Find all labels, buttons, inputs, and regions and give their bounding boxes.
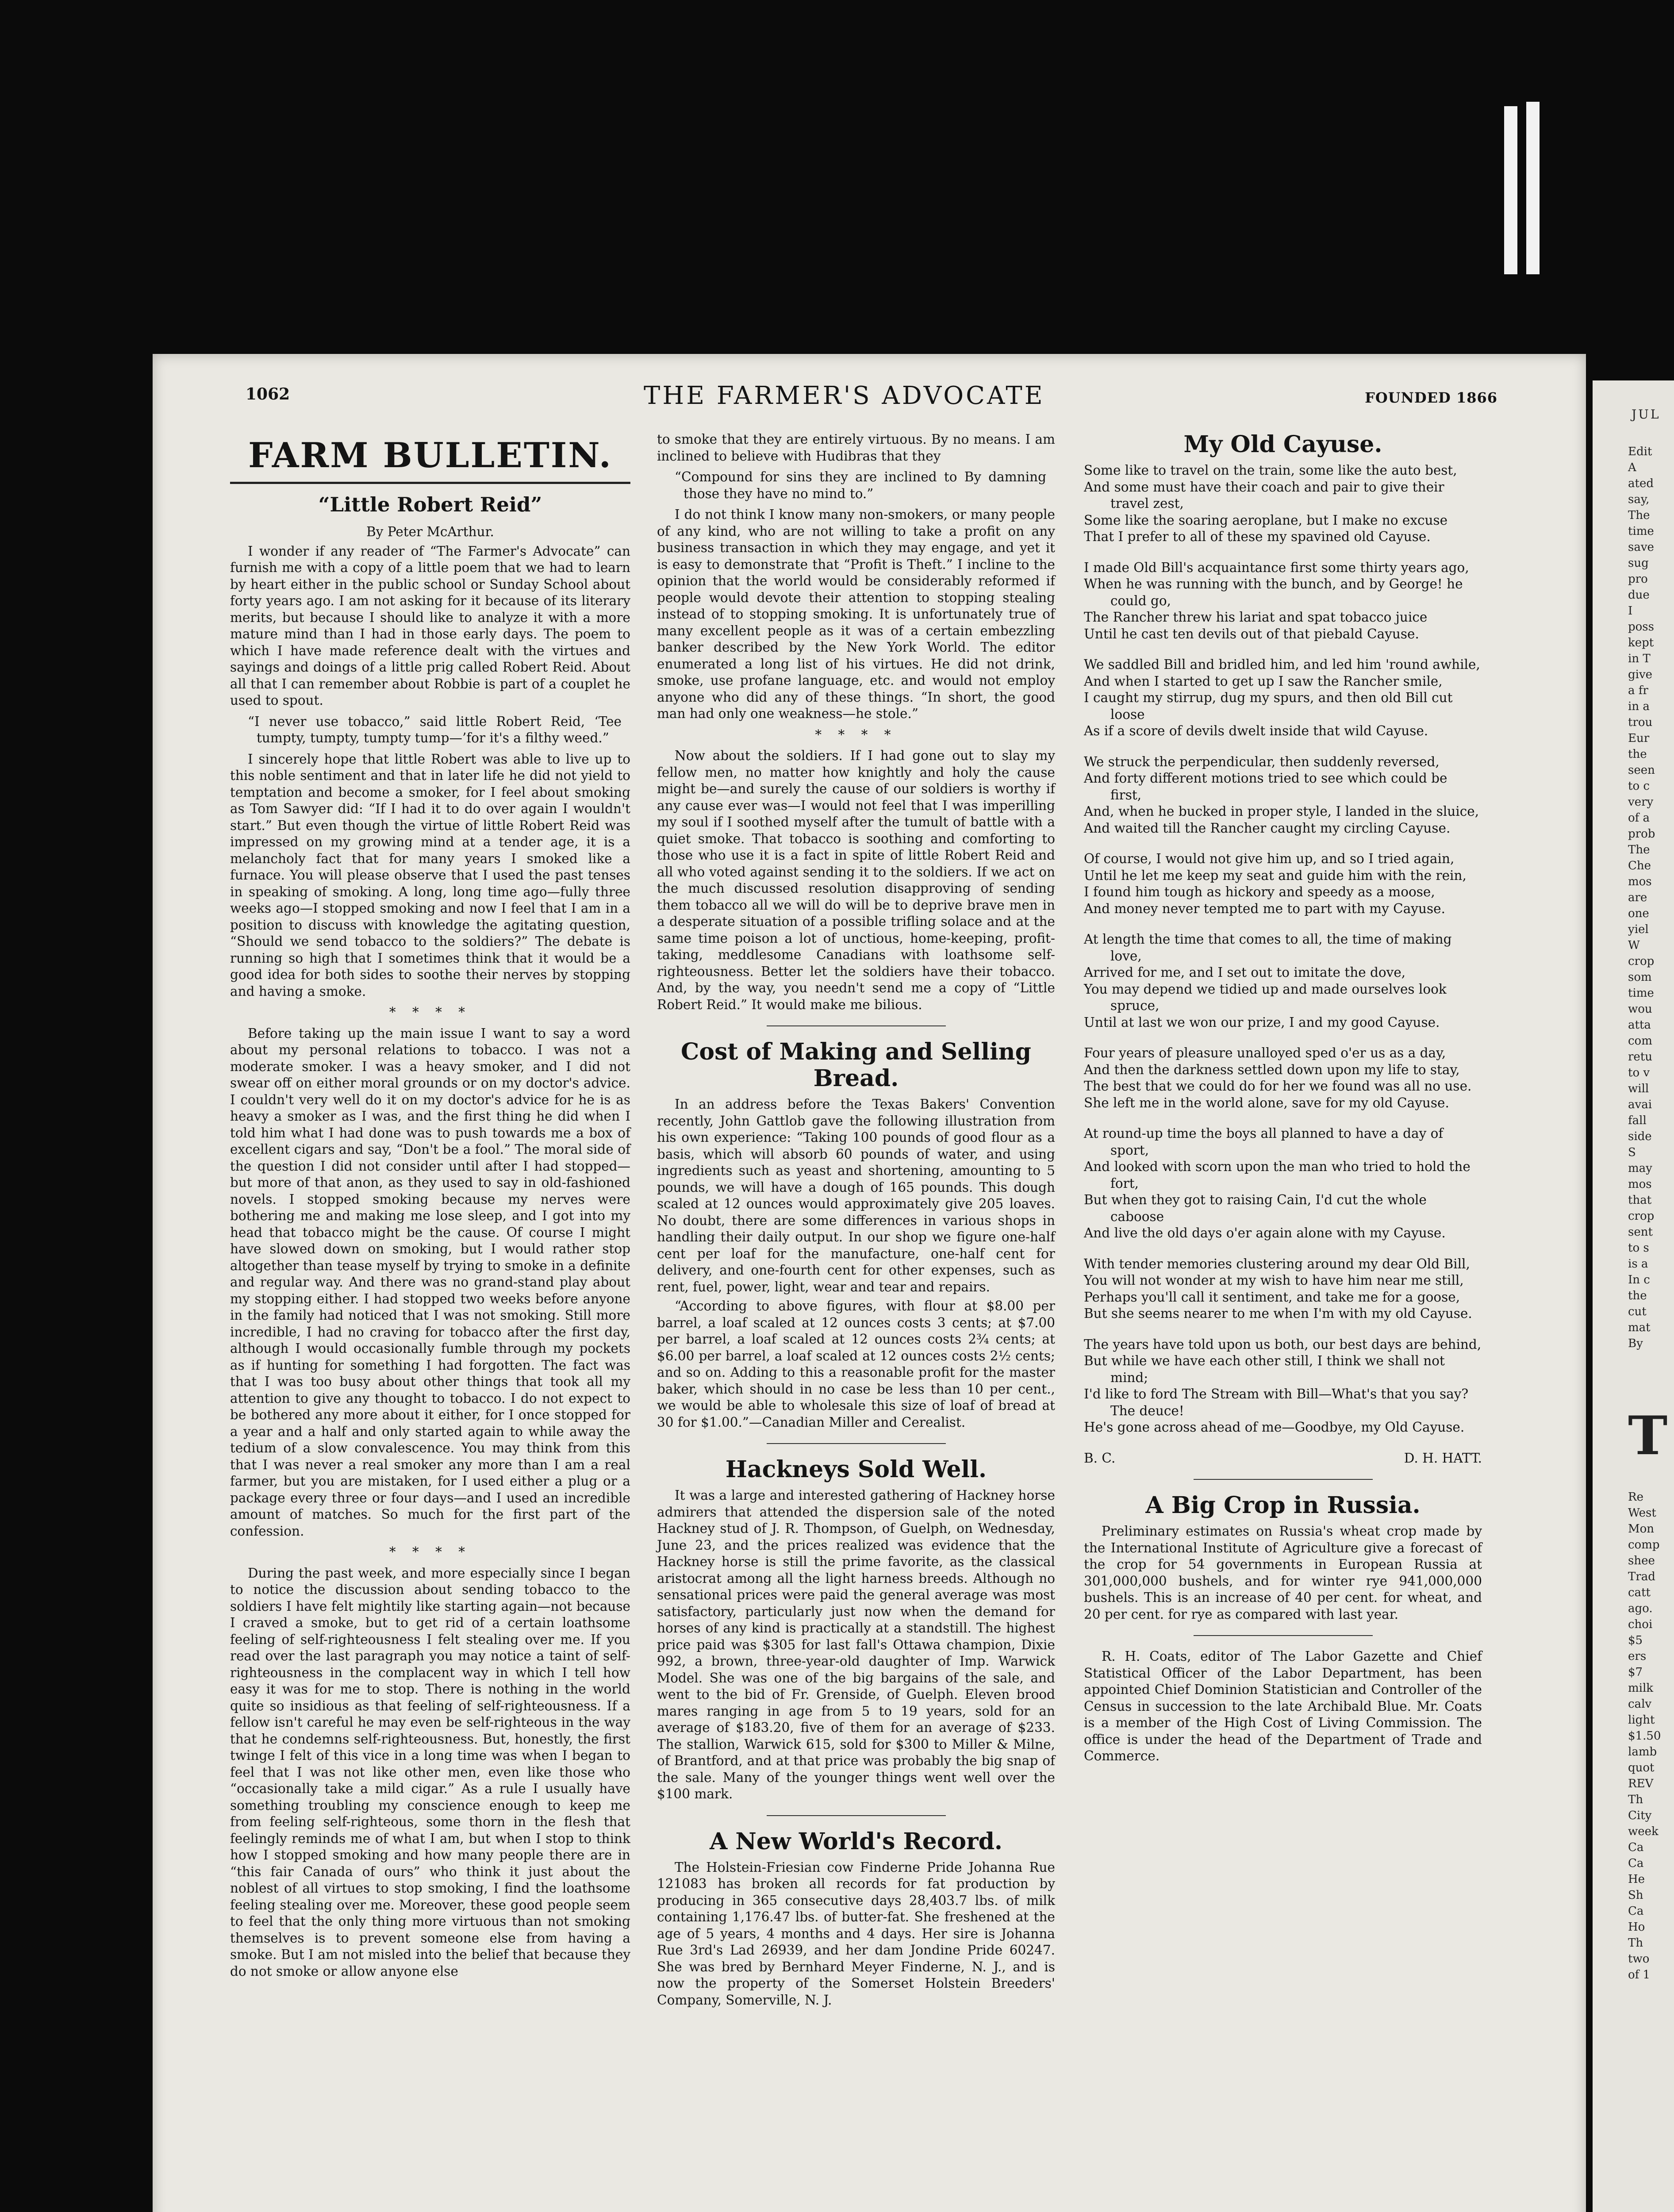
- text-fragment: in a: [1628, 700, 1650, 713]
- text-fragment: prob: [1628, 827, 1655, 841]
- poem-line: Until he cast ten devils out of that piebald Cayuse.: [1084, 626, 1419, 641]
- text-fragment: fall: [1628, 1114, 1647, 1127]
- poem-line: And looked with scorn upon the man who tried to hold the fort,: [1084, 1159, 1471, 1191]
- poem-line: That I prefer to all of these my spavined old Cayuse.: [1084, 529, 1431, 544]
- text-fragment: crop: [1628, 955, 1655, 968]
- poem-line: Some like to travel on the train, some like the auto best,: [1084, 463, 1457, 478]
- text-fragment: that: [1628, 1194, 1652, 1207]
- paragraph: R. H. Coats, editor of The Labor Gazette and Chief Statistical Officer of the Labor Department, has been appointed Chief Dominion Statistician and Controller of the Census in succession to the late Archibald Blue. Mr. Coats is a member of the High Cost of Living Commission. The office is under the head of the Department of Trade and Commerce.: [1084, 1649, 1482, 1763]
- poem-line: And waited till the Rancher caught my circling Cayuse.: [1084, 820, 1451, 836]
- text-fragment: week: [1628, 1825, 1659, 1838]
- text-fragment: Th: [1628, 1793, 1643, 1806]
- text-fragment: $1.50: [1628, 1729, 1661, 1743]
- text-fragment: mos: [1628, 875, 1652, 888]
- text-fragment: Eur: [1628, 732, 1650, 745]
- poem-line: He's gone across ahead of me—Goodbye, my Old Cayuse.: [1084, 1420, 1465, 1435]
- paragraph: I wonder if any reader of “The Farmer's Advocate” can furnish me with a copy of a little poem that we had to learn by heart either in the public school or Sunday School about forty years ago. I am not asking for it because of its literary merits, but because I should like to analyze it with a more mature mind than I had in those early days. The poem to which I have made reference dealt with the virtues and sayings and doings of a little prig called Robert Reid. About all that I can remember about Robbie is part of a couplet he used to spout.: [230, 543, 630, 708]
- text-fragment: to v: [1628, 1066, 1650, 1079]
- poem-line: The Rancher threw his lariat and spat tobacco juice: [1084, 610, 1428, 625]
- film-edge-bar: [1504, 106, 1517, 274]
- text-fragment: yiel: [1628, 923, 1649, 936]
- text-fragment: $7: [1628, 1666, 1643, 1679]
- poem-stanza: [1084, 657, 1482, 740]
- section-separator: * * * *: [389, 1544, 472, 1559]
- text-fragment: avai: [1628, 1098, 1652, 1111]
- text-fragment: The: [1628, 509, 1650, 522]
- text-fragment: calv: [1628, 1697, 1652, 1711]
- poem-line: And, when he bucked in proper style, I landed in the sluice,: [1084, 804, 1479, 819]
- text-fragment: to s: [1628, 1241, 1649, 1255]
- text-fragment: time: [1628, 525, 1654, 538]
- poem-line: Perhaps you'll call it sentiment, and take me for a goose,: [1084, 1289, 1460, 1305]
- poem-line: But she seems nearer to me when I'm with my old Cayuse.: [1084, 1306, 1472, 1321]
- poem-line: We saddled Bill and bridled him, and led him 'round awhile,: [1084, 657, 1480, 672]
- paragraph: Now about the soldiers. If I had gone out to slay my fellow men, no matter how knightly and holy the cause might be—and surely the cause of our soldiers is worthy if any cause ever was—I would not feel that I was imperilling my soul if I soothed myself after the tumult of battle with a quiet smoke. That tobacco is soothing and comforting to those who use it is a fact in spite of little Robert Reid and all who voted against sending it to the soldiers. If we act on the much discussed resolution disapproving of sending them tobacco all we will do will be to deprive brave men in a desperate situation of a possible trifling solace and at the same time poison a lot of unctious, home-keeping, profit-taking, meddlesome Canadians with loathsome self-righteousness. Better let the soldiers have their tobacco. And, by the way, you needn't send me a copy of “Little Robert Reid.” It would make me bilious.: [657, 748, 1055, 1012]
- text-fragment: give: [1628, 668, 1653, 681]
- text-fragment: ers: [1628, 1650, 1647, 1663]
- poem-line: But when they got to raising Cain, I'd cut the whole caboose: [1084, 1192, 1427, 1224]
- text-fragment: Ca: [1628, 1841, 1644, 1854]
- text-fragment: are: [1628, 891, 1647, 904]
- text-fragment: say,: [1628, 493, 1650, 506]
- text-fragment: two: [1628, 1952, 1650, 1966]
- column-1: [230, 431, 630, 1982]
- poem-stanza: [1084, 1336, 1482, 1436]
- hackney-headline: Hackneys Sold Well.: [725, 1456, 987, 1483]
- adjacent-page-text: [1593, 444, 1674, 1352]
- text-fragment: crop: [1628, 1210, 1655, 1223]
- paragraph: “According to above figures, with flour at $8.00 per barrel, a loaf scaled at 12 ounces costs 3 cents; at $7.00 per barrel, a loaf scaled at 12 ounces costs 2¾ cents; at $6.00 per barrel, a loaf scaled at 12 ounces costs 2½ cents; and so on. Adding to this a reasonable profit for the master baker, which should in no case be less than 10 per cent., we would be able to wholesale this size of loaf of bread at 30 for $1.00.”—Canadian Miller and Cerealist.: [657, 1298, 1055, 1430]
- text-fragment: By: [1628, 1337, 1643, 1350]
- column-2: [657, 431, 1055, 2011]
- journal-title: THE FARMER'S ADVOCATE: [644, 381, 1045, 410]
- text-fragment: choi: [1628, 1618, 1653, 1631]
- founded-label: FOUNDED 1866: [1365, 389, 1497, 406]
- section-separator: * * * *: [389, 1005, 472, 1020]
- text-fragment: the: [1628, 748, 1647, 761]
- text-fragment: lamb: [1628, 1745, 1657, 1759]
- film-edge-bar: [1526, 102, 1540, 274]
- poem-line: And forty different motions tried to see which could be first,: [1084, 771, 1447, 803]
- text-fragment: pro: [1628, 572, 1648, 586]
- crop-headline: A Big Crop in Russia.: [1145, 1492, 1421, 1519]
- paragraph: I do not think I know many non-smokers, or many people of any kind, who are not willing to take a profit on any business transaction in which they may engage, and yet it is easy to demonstrate that “Profit is Theft.” I incline to the opinion that the world would be considerably reformed if people would devote their attention to stopping stealing instead of to stopping smoking. It is unfortunately true of many excellent people as it was of a certain embezzling banker described by the New York World. The editor enumerated a long list of his virtues. He did not drink, smoke, use profane language, etc. and would not employ anyone who did any of these things. “In short, the good man had only one weakness—he stole.”: [657, 507, 1055, 721]
- poem-line: We struck the perpendicular, then suddenly reversed,: [1084, 754, 1440, 769]
- poem-line: I made Old Bill's acquaintance first some thirty years ago,: [1084, 560, 1469, 575]
- text-fragment: ated: [1628, 477, 1654, 490]
- poem-line: Arrived for me, and I set out to imitate the dove,: [1084, 965, 1406, 980]
- poem-line: Of course, I would not give him up, and so I tried again,: [1084, 851, 1455, 866]
- poem-stanza: [1084, 754, 1482, 837]
- poem-line: At length the time that comes to all, the time of making love,: [1084, 932, 1452, 964]
- text-fragment: Che: [1628, 859, 1651, 872]
- text-fragment: som: [1628, 971, 1652, 984]
- adjacent-page-initial: T: [1628, 1405, 1668, 1467]
- poem-line: The best that we could do for her we found was all no use.: [1084, 1079, 1472, 1094]
- poem-line: And when I started to get up I saw the Rancher smile,: [1084, 673, 1443, 689]
- text-fragment: is a: [1628, 1257, 1648, 1271]
- poem-line: And some must have their coach and pair to give their travel zest,: [1084, 479, 1444, 511]
- text-fragment: a fr: [1628, 684, 1648, 697]
- text-fragment: due: [1628, 588, 1650, 602]
- text-fragment: to c: [1628, 780, 1650, 793]
- poem-line: The years have told upon us both, our best days are behind,: [1084, 1336, 1482, 1352]
- divider: [767, 1025, 946, 1026]
- poem-signature: [1084, 1450, 1482, 1467]
- text-fragment: save: [1628, 541, 1654, 554]
- text-fragment: Th: [1628, 1936, 1643, 1950]
- text-fragment: sug: [1628, 557, 1649, 570]
- poem-line: Until he let me keep my seat and guide him with the rein,: [1084, 868, 1467, 883]
- page-number: 1062: [246, 385, 290, 403]
- signature-location: B. C.: [1084, 1450, 1116, 1466]
- text-fragment: City: [1628, 1809, 1652, 1822]
- divider: [767, 1443, 946, 1444]
- text-fragment: the: [1628, 1289, 1647, 1302]
- text-fragment: light: [1628, 1713, 1655, 1727]
- text-fragment: Mon: [1628, 1522, 1655, 1536]
- text-fragment: seen: [1628, 764, 1655, 777]
- adjacent-page-text: [1593, 1489, 1674, 1983]
- farm-bulletin-banner: FARM BULLETIN.: [248, 435, 612, 476]
- poem-line: And then the darkness settled down upon my life to stay,: [1084, 1062, 1460, 1077]
- text-fragment: side: [1628, 1130, 1652, 1143]
- poem-line: Some like the soaring aeroplane, but I make no excuse: [1084, 512, 1448, 528]
- text-fragment: Ho: [1628, 1920, 1645, 1934]
- text-fragment: wou: [1628, 1002, 1652, 1016]
- poem-stanza: [1084, 851, 1482, 917]
- text-fragment: A: [1628, 461, 1636, 474]
- poem-stanza: [1084, 1045, 1482, 1111]
- poem-line: You may depend we tidied up and made ourselves look spruce,: [1084, 981, 1447, 1013]
- poem-line: And live the old days o'er again alone with my Cayuse.: [1084, 1225, 1446, 1240]
- text-fragment: in T: [1628, 652, 1651, 665]
- text-fragment: S: [1628, 1146, 1636, 1159]
- text-fragment: com: [1628, 1034, 1652, 1048]
- page-header: [153, 381, 1586, 425]
- poem-line: At round-up time the boys all planned to have a day of sport,: [1084, 1126, 1444, 1158]
- section-separator: * * * *: [815, 727, 897, 742]
- text-fragment: one: [1628, 907, 1649, 920]
- banner-rule: [230, 482, 630, 484]
- column-3: [1084, 431, 1482, 1767]
- divider: [1194, 1479, 1373, 1480]
- text-fragment: catt: [1628, 1586, 1651, 1599]
- poem-line: As if a score of devils dwelt inside that wild Cayuse.: [1084, 723, 1428, 738]
- record-headline: A New World's Record.: [709, 1828, 1003, 1855]
- poem-stanza: [1084, 1125, 1482, 1242]
- poem-stanza: [1084, 931, 1482, 1031]
- poem-line: With tender memories clustering around my dear Old Bill,: [1084, 1256, 1470, 1271]
- poem-line: You will not wonder at my wish to have him near me still,: [1084, 1273, 1464, 1288]
- poem-line: When he was running with the bunch, and by George! he could go,: [1084, 576, 1463, 608]
- text-fragment: comp: [1628, 1538, 1660, 1551]
- quote: “I never use tobacco,” said little Robert Reid, ‘Tee tumpty, tumpty, tumpty tump—’for it's a filthy weed.”: [248, 714, 622, 745]
- text-fragment: He: [1628, 1873, 1645, 1886]
- quote: “Compound for sins they are inclined to By damning those they have no mind to.”: [675, 469, 1046, 501]
- text-fragment: REV: [1628, 1777, 1654, 1790]
- paragraph: During the past week, and more especially since I began to notice the discussion about sending tobacco to the soldiers I have felt mightily like starting again—not because I craved a smoke, but to get rid of a certain loathsome feeling of self-righteousness I felt stealing over me. If you read over the last paragraph you may notice a taint of self-righteousness in the complacent way in which I tell how easy it was for me to stop. There is nothing in the world quite so insidious as that feeling of self-righteousness. If a fellow isn't careful he may even be self-righteous in the way that he condemns self-righteousness. But, honestly, the first twinge I felt of this vice in a long time was when I began to feel that I was not like other men, even like those who “occasionally take a mild cigar.” As a rule I usually have something troubling my conscience enough to keep me from feeling self-righteous, some thorn in the flesh that feelingly reminds me of what I am, but when I stop to think how I stopped smoking and how many people there are in “this fair Canada of ours” who think it just about the noblest of all virtues to stop smoking, I find the loathsome feeling stealing over me. Moreover, these good people seem to feel that the only thing more virtuous than not smoking themselves is to prevent someone else from having a smoke. But I am not misled into the belief that because they do not smoke or allow anyone else: [230, 1565, 630, 1979]
- text-fragment: Edit: [1628, 445, 1652, 458]
- text-fragment: mat: [1628, 1321, 1651, 1334]
- poem-stanza: [1084, 560, 1482, 643]
- paragraph: It was a large and interested gathering of Hackney horse admirers that attended the dispersion sale of the noted Hackney stud of J. R. Thompson, of Guelph, on Wednesday, June 23, and the prices realized was evidence that the Hackney horse is still the prime favorite, as the classical aristocrat among all the light harness breeds. Although no sensational prices were paid the general average was most satisfactory, particularly just now when the demand for horses of any kind is practically at a standstill. The highest price paid was $305 for last fall's Ottawa champion, Dixie 992, a brown, three-year-old daughter of Imp. Warwick Model. She was one of the big bargains of the sale, and went to the bid of Fr. Grenside, of Guelph. Eleven brood mares ranging in age from 5 to 19 years, sold for an average of $183.20, five of them for an average of $233. The stallion, Warwick 615, sold for $300 to Miller & Milne, of Brantford, and at that price was probably the big snap of the sale. Many of the younger things went well over the $100 mark.: [657, 1488, 1055, 1801]
- text-fragment: poss: [1628, 620, 1654, 634]
- poem-title: My Old Cayuse.: [1183, 431, 1382, 458]
- text-fragment: mos: [1628, 1178, 1652, 1191]
- poem-stanza: [1084, 462, 1482, 545]
- paragraph: The Holstein-Friesian cow Finderne Pride Johanna Rue 121083 has broken all records for fat production by producing in 365 consecutive days 28,403.7 lbs. of milk containing 1,176.47 lbs. of butter-fat. She freshened at the age of 5 years, 4 months and 4 days. Her sire is Johanna Rue 3rd's Lad 26939, and her dam Jondine Pride 60247. She was bred by Bernhard Meyer Finderne, N. J., and is now the property of the Somerset Holstein Breeders' Company, Somerville, N. J.: [657, 1859, 1055, 2008]
- text-fragment: atta: [1628, 1018, 1651, 1032]
- byline: By Peter McArthur.: [366, 524, 494, 539]
- text-fragment: quot: [1628, 1761, 1655, 1774]
- text-fragment: retu: [1628, 1050, 1653, 1064]
- text-fragment: of a: [1628, 811, 1650, 825]
- text-fragment: In c: [1628, 1273, 1650, 1286]
- poem: [1084, 462, 1482, 1436]
- signature-author: D. H. HATT.: [1404, 1450, 1482, 1466]
- poem-line: I found him tough as hickory and speedy as a moose,: [1084, 884, 1435, 899]
- text-fragment: W: [1628, 939, 1640, 952]
- text-fragment: will: [1628, 1082, 1649, 1095]
- paragraph: to smoke that they are entirely virtuous. By no means. I am inclined to believe with Hudibras that they: [657, 432, 1055, 464]
- text-fragment: $5: [1628, 1634, 1643, 1647]
- divider: [1194, 1635, 1373, 1636]
- paragraph: I sincerely hope that little Robert was able to live up to this noble sentiment and that in later life he did not yield to temptation and become a smoker, for I feel about smoking as Tom Sawyer did: “If I had it to do over again I wouldn't start.” But even though the virtue of little Robert Reid was impressed on my growing mind at a tender age, it is a melancholy fact that for many years I smoked like a furnace. You will please observe that I used the past tenses in speaking of smoking. A long, long time ago—fully three weeks ago—I stopped smoking and now I feel that I am in a position to discuss with knowledge the agitating question, “Should we send tobacco to the soldiers?” The debate is running so high that I sometimes think that it would be a good idea for both sides to soothe their nerves by stopping and having a smoke.: [230, 751, 630, 999]
- poem-line: I'd like to ford The Stream with Bill—What's that you say? The deuce!: [1084, 1386, 1469, 1418]
- divider: [767, 1815, 946, 1816]
- text-fragment: The: [1628, 843, 1650, 856]
- poem-line: Four years of pleasure unalloyed sped o'er us as a day,: [1084, 1045, 1446, 1060]
- text-fragment: cut: [1628, 1305, 1647, 1318]
- text-fragment: Ca: [1628, 1905, 1644, 1918]
- text-fragment: may: [1628, 1162, 1652, 1175]
- text-fragment: Re: [1628, 1490, 1643, 1504]
- text-fragment: of 1: [1628, 1968, 1651, 1982]
- paragraph: Preliminary estimates on Russia's wheat crop made by the International Institute of Agriculture give a forecast of the crop for 54 governments in European Russia at 301,000,000 bushels, and for winter rye 941,000,000 bushels. This is an increase of 40 per cent. for wheat, and 20 per cent. for rye as compared with last year.: [1084, 1524, 1482, 1622]
- poem-line: Until at last we won our prize, I and my good Cayuse.: [1084, 1014, 1440, 1030]
- text-fragment: sent: [1628, 1225, 1653, 1239]
- text-fragment: shee: [1628, 1554, 1655, 1567]
- text-fragment: ago.: [1628, 1602, 1653, 1615]
- poem-line: But while we have each other still, I think we shall not mind;: [1084, 1353, 1445, 1385]
- bread-headline: Cost of Making and Selling Bread.: [681, 1038, 1031, 1092]
- text-fragment: West: [1628, 1506, 1656, 1520]
- text-fragment: kept: [1628, 636, 1654, 649]
- text-fragment: very: [1628, 795, 1654, 809]
- poem-line: I caught my stirrup, dug my spurs, and then old Bill cut loose: [1084, 690, 1453, 722]
- paragraph: Before taking up the main issue I want to say a word about my personal relations to tobacco. I was not a moderate smoker. I was a heavy smoker, and I did not swear off on either moral grounds or on my doctor's advice. I couldn't very well do it on my doctor's advice for he is as heavy a smoker as I was, and the first thing he did when I told him what I had done was to push towards me a box of excellent cigars and say, “Don't be a fool.” The moral side of the question I did not consider until after I had stopped—but more of that anon, as they used to say in old-fashioned novels. I stopped smoking because my nerves were bothering me and making me lose sleep, and I got into my head that tobacco might be the cause. Of course I might have slowed down on smoking, but I would rather stop altogether than tease myself by trying to smoke in a definite and regular way. And there was no grand-stand play about my stopping either. I had stopped two weeks before anyone in the family had noticed that I was not smoking. Still more incredible, I had no craving for tobacco after the first day, although I would occasionally fumble through my pockets as if hunting for something I had forgotten. The fact was that I was too busy about other things that took all my attention to give any thought to tobacco. I do not expect to be bothered any more about it either, for I once stopped for a year and a half and only started again to while away the tedium of a slow convalescence. You may think from this that I was never a real smoker any more than I am a real farmer, but you are mistaken, for I used either a plug or a package every three or four days—and I used an incredible amount of matches. So much for the first part of the confession.: [230, 1025, 630, 1539]
- newspaper-page: [153, 354, 1586, 2212]
- text-fragment: time: [1628, 987, 1654, 1000]
- text-fragment: I: [1628, 604, 1633, 618]
- text-fragment: milk: [1628, 1682, 1654, 1695]
- article-title: “Little Robert Reid”: [318, 493, 542, 516]
- text-fragment: trou: [1628, 716, 1653, 729]
- poem-line: She left me in the world alone, save for my old Cayuse.: [1084, 1095, 1449, 1110]
- poem-line: And money never tempted me to part with my Cayuse.: [1084, 901, 1445, 916]
- text-fragment: Trad: [1628, 1570, 1655, 1583]
- poem-stanza: [1084, 1256, 1482, 1322]
- paragraph: In an address before the Texas Bakers' Convention recently, John Gattlob gave the following illustration from his own experience: “Taking 100 pounds of good flour as a basis, which will absorb 60 pounds of water, and using ingredients such as yeast and shortening, amounting to 5 pounds, we will have a dough of 165 pounds. This dough scaled at 12 ounces would approximately give 205 loaves. No doubt, there are some differences in various shops in handling their daily output. In our shop we figure one-half cent per loaf for the manufacture, one-half cent for delivery, and one-fourth cent for other expenses, such as rent, fuel, power, light, wear and tear and repairs.: [657, 1097, 1055, 1294]
- text-fragment: Sh: [1628, 1889, 1643, 1902]
- text-fragment: Ca: [1628, 1857, 1644, 1870]
- adjacent-page-fragment: [1593, 380, 1674, 2212]
- adjacent-page-header: JUL: [1632, 407, 1661, 422]
